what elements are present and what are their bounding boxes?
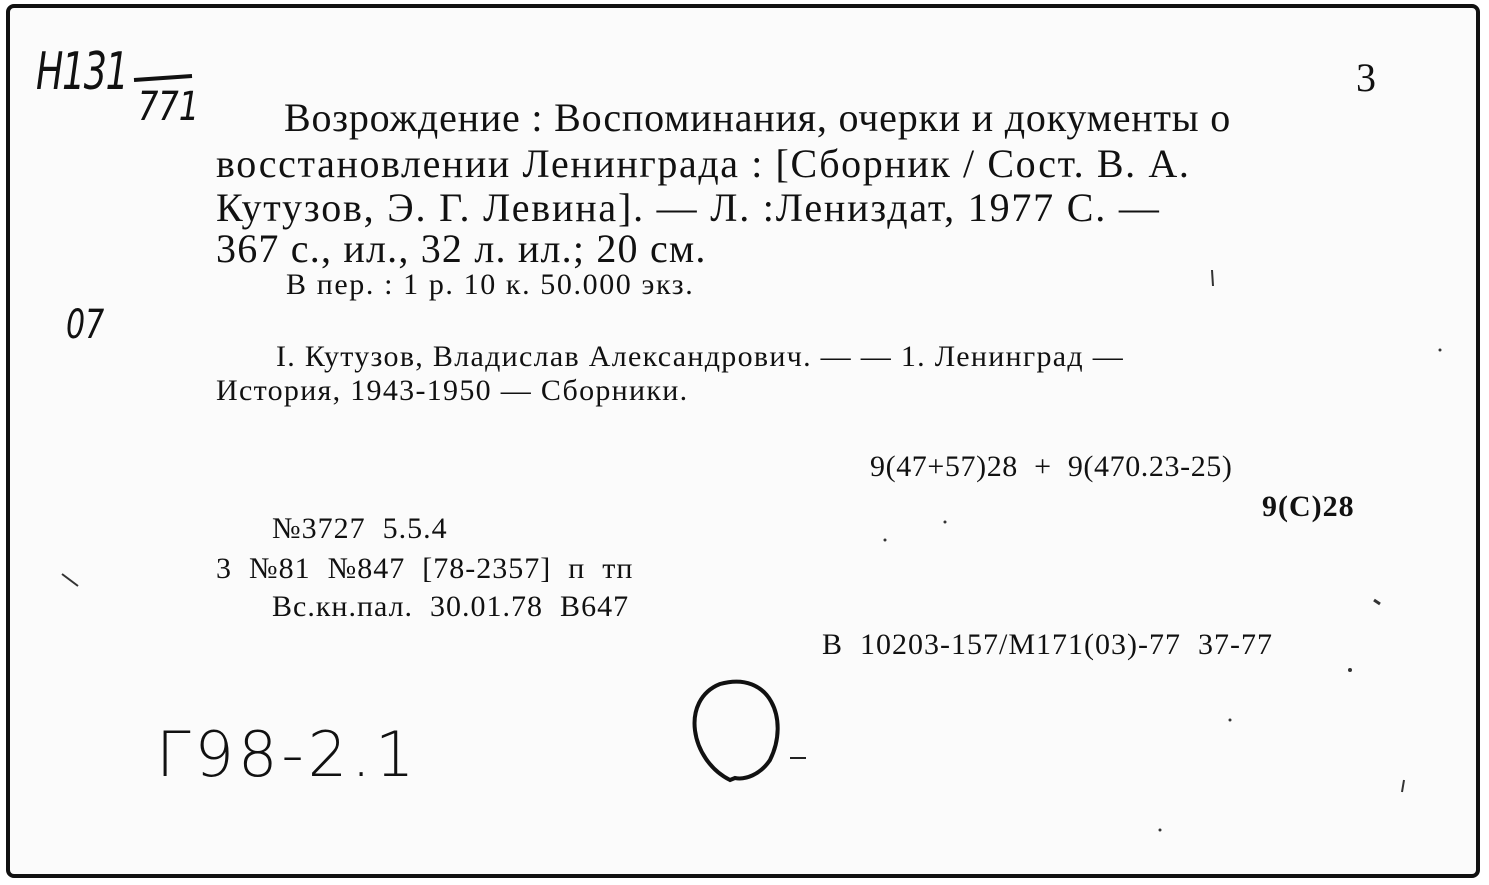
classification-index: 9(47+57)28 + 9(470.23-25) bbox=[870, 450, 1233, 483]
speck-mark bbox=[1212, 270, 1213, 286]
speck-mark bbox=[1439, 349, 1442, 352]
description-line-2: восстановлении Ленинграда : [Сборник / Сост. В. А. bbox=[216, 141, 1191, 186]
speck-mark bbox=[1348, 668, 1352, 672]
speck-mark bbox=[1402, 780, 1404, 792]
speck-mark bbox=[62, 574, 78, 586]
speck-mark bbox=[1374, 600, 1380, 604]
year-overline-mark bbox=[134, 76, 192, 80]
speck-mark bbox=[884, 539, 887, 542]
punch-hole-mark bbox=[695, 682, 778, 780]
order-number: №3727 5.5.4 bbox=[272, 512, 448, 545]
description-line-1: Возрождение : Воспоминания, очерки и документы о bbox=[284, 95, 1232, 140]
handwritten-year: 771 bbox=[138, 84, 200, 130]
classification-index-2: 9(С)28 bbox=[1262, 490, 1355, 523]
speck-mark bbox=[1229, 719, 1232, 722]
description-line-4: 367 с., ил., 32 л. ил.; 20 см. bbox=[216, 226, 707, 271]
description-line-3: Кутузов, Э. Г. Левина]. — Л. :Лениздат, 1977 С. — bbox=[216, 185, 1161, 230]
chamber-info: Вс.кн.пал. 30.01.78 В647 bbox=[272, 590, 630, 623]
tracings-line-2: История, 1943-1950 — Сборники. bbox=[216, 374, 689, 407]
tracings-line-1: I. Кутузов, Владислав Александрович. — — 1. Ленинград — bbox=[276, 340, 1125, 373]
print-info: 3 №81 №847 [78-2357] п тп bbox=[216, 552, 634, 585]
handwritten-shelf-mark: Г98-2.1 bbox=[156, 718, 419, 791]
handwritten-call-number: Н131 bbox=[36, 42, 128, 102]
publication-code-line: В 10203-157/М171(03)-77 37-77 bbox=[822, 628, 1273, 661]
price-line: В пер. : 1 р. 10 к. 50.000 экз. bbox=[286, 268, 695, 301]
speck-mark bbox=[944, 521, 947, 524]
card-page-number: 3 bbox=[1356, 55, 1377, 100]
speck-mark bbox=[1159, 829, 1162, 832]
margin-note: 07 bbox=[66, 302, 105, 348]
